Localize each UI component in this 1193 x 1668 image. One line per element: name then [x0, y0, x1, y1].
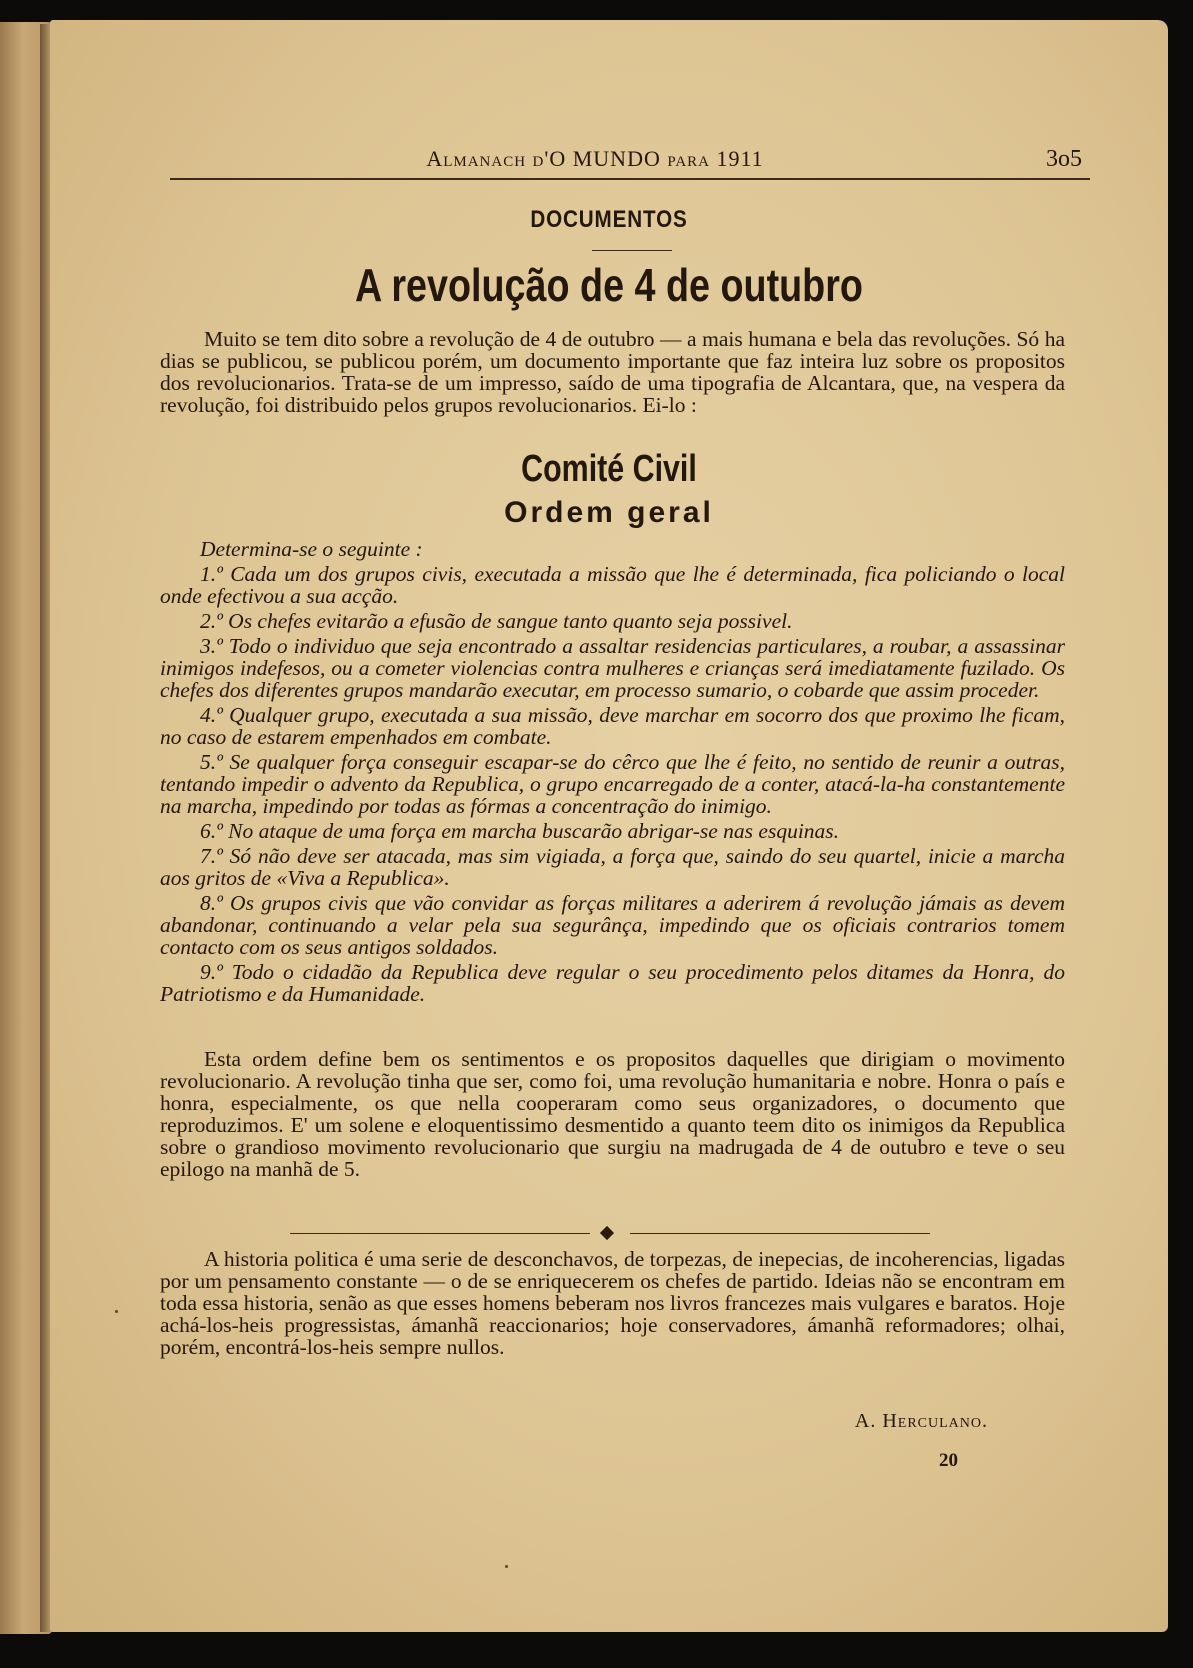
page-number: 3o5	[1046, 146, 1082, 172]
running-head: Almanach d'O MUNDO para 1911	[426, 146, 764, 171]
order-item-9: 9.º Todo o cidadão da Republica deve regular o seu procedimento pelos ditames da Honra, do Patriotismo e da Humanidade.	[160, 960, 1065, 1006]
quote-author: A. Herculano.	[854, 1410, 988, 1432]
paper-speck	[115, 1310, 118, 1313]
order-item-4: 4.º Qualquer grupo, executada a sua missão, deve marchar em socorro dos que proximo lhe ficam, no caso de estarem empenhados em combate.	[160, 703, 1065, 749]
divider-ornament-icon	[600, 1226, 614, 1240]
page	[50, 20, 1168, 1632]
closing-paragraph	[160, 1048, 1065, 1180]
quote-paragraph	[160, 1248, 1065, 1358]
order-list	[160, 538, 1065, 1008]
article-title: A revolução de 4 de outubro	[355, 259, 863, 311]
order-item-3: 3.º Todo o individuo que seja encontrado a assaltar residencias particulares, a roubar, a assassinar inimigos indefesos, ou a cometer violencias contra mulheres e crianças será imediatamente fuzilado. Os chefes dos diferentes grupos mandarão executar, em processo sumario, o cobarde que assim proceder.	[160, 634, 1065, 702]
order-item-6: 6.º No ataque de uma força em marcha buscarão abrigar-se nas esquinas.	[200, 819, 840, 843]
header-rule	[170, 178, 1090, 180]
order-item-1: 1.º Cada um dos grupos civis, executada a missão que lhe é determinada, fica policiando o local onde efectivou a sua acção.	[160, 562, 1065, 608]
intro-paragraph	[160, 328, 1065, 416]
order-item-8: 8.º Os grupos civis que vão convidar as forças militares a aderirem á revolução jámais as devem abandonar, continuando a velar pela sua segurânça, impedindo que os oficiais contrarios tomem contacto com os seus antigos soldados.	[160, 891, 1065, 959]
section-divider	[290, 1227, 980, 1239]
order-item-5: 5.º Se qualquer força conseguir escapar-se do cêrco que lhe é feito, no sentido de reunir a outras, tentando impedir o advento da Republica, o grupo encarregado de a conter, atacá-la-ha constantemente na marcha, impedindo por todas as fórmas a concentração do inimigo.	[160, 750, 1065, 818]
order-item-7: 7.º Só não deve ser atacada, mas sim vigiada, a força que, saindo do seu quartel, inicie a marcha aos gritos de «Viva a Republica».	[160, 844, 1065, 890]
order-item-2: 2.º Os chefes evitarão a efusão de sangue tanto quanto seja possivel.	[200, 609, 793, 633]
title-rule	[592, 250, 672, 251]
committee-heading: Comité Civil	[521, 448, 697, 490]
signature-mark: 20	[939, 1450, 958, 1471]
divider-line-left	[290, 1233, 590, 1234]
page-header	[170, 138, 1090, 180]
intro-text: Muito se tem dito sobre a revolução de 4 de outubro — a mais humana e bela das revoluções. Só ha dias se publicou, se publicou porém, um documento importante que faz inteira luz sobre os propositos dos revolucionarios. Trata-se de um impresso, saído de uma tipografia de Alcantara, que, na vespera da revolução, foi distribuido pelos grupos revolucionarios. Ei-lo :	[160, 327, 1065, 417]
divider-line-right	[630, 1233, 930, 1234]
closing-text: Esta ordem define bem os sentimentos e os propositos daquelles que dirigiam o movimento revolucionario. A revolução tinha que ser, como foi, uma revolução humanitaria e nobre. Honra o país e honra, especialmente, os que nella cooperaram como seus organizadores, o documento que reproduzimos. E' um solene e eloquentissimo desmentido a quanto teem dito os inimigos da Republica sobre o grandioso movimento revolucionario que surgiu na madrugada de 4 de outubro e teve o seu epilogo na manhã de 5.	[160, 1047, 1065, 1181]
order-heading: Ordem geral	[504, 496, 714, 529]
paper-speck	[505, 1565, 508, 1568]
quote-text: A historia politica é uma serie de desconchavos, de torpezas, de inepecias, de incoherencias, ligadas por um pensamento constante — o de se enriquecerem os chefes de partido. Ideias não se encontram em toda essa historia, senão as que esses homens beberam nos livros francezes mais vulgares e baratos. Hoje achá-los-heis progressistas, ámanhã reaccionarios; hoje conservadores, ámanhã reformadores; olhai, porém, encontrá-los-heis sempre nullos.	[160, 1247, 1065, 1359]
order-lead: Determina-se o seguinte :	[200, 537, 423, 561]
section-label: DOCUMENTOS	[530, 206, 688, 233]
